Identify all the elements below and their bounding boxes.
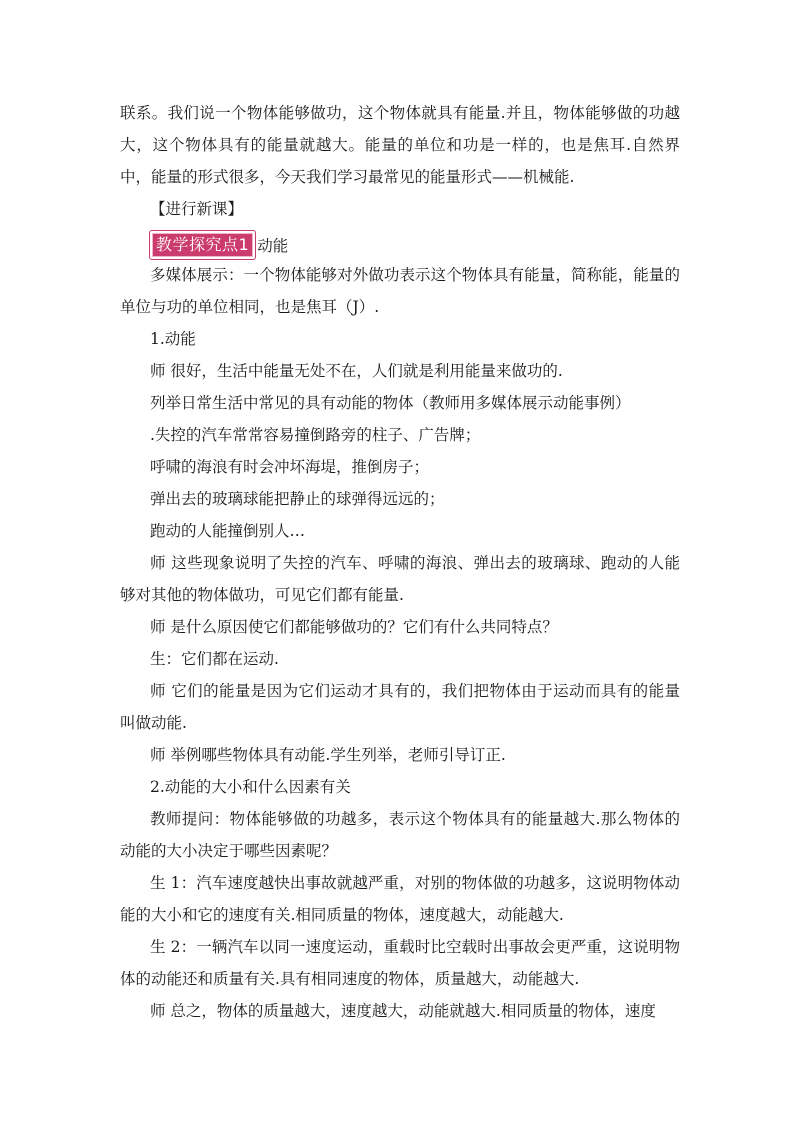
section-title: 动能	[257, 237, 289, 255]
section-badge: 教学探究点1	[150, 231, 255, 259]
paragraph: 弹出去的玻璃球能把静止的球弹得远远的；	[150, 490, 445, 508]
paragraph: 生：它们都在运动.	[150, 650, 279, 668]
paragraph: 生 2：一辆汽车以同一速度运动，重载时比空载时出事故会更严重，这说明物体的动能还和质量有关.具有相同速度的物体，质量越大，动能越大.	[120, 938, 680, 988]
paragraph: 教师提问：物体能够做的功越多，表示这个物体具有的能量越大.那么物体的动能的大小决定于哪些因素呢？	[120, 810, 680, 860]
paragraph: 师 这些现象说明了失控的汽车、呼啸的海浪、弹出去的玻璃球、跑动的人能够对其他的物体做功，可见它们都有能量.	[120, 554, 680, 604]
paragraph: 呼啸的海浪有时会冲坏海堤，推倒房子；	[150, 458, 430, 476]
paragraph: 师 它们的能量是因为它们运动才具有的，我们把物体由于运动而具有的能量叫做动能.	[120, 682, 680, 732]
paragraph: 1.动能	[150, 330, 196, 348]
paragraph: 列举日常生活中常见的具有动能的物体（教师用多媒体展示动能事例）	[150, 394, 631, 412]
paragraph: 师 总之，物体的质量越大，速度越大，动能就越大.相同质量的物体，速度	[150, 1002, 656, 1020]
paragraph-new-lesson: 【进行新课】	[150, 200, 244, 218]
section-heading	[120, 225, 680, 259]
document-content	[120, 97, 680, 1027]
paragraph: .失控的汽车常常容易撞倒路旁的柱子、广告牌；	[150, 426, 481, 444]
paragraph-intro: 联系。我们说一个物体能够做功，这个物体就具有能量.并且，物体能够做的功越大，这个物体具有的能量就越大。能量的单位和功是一样的，也是焦耳.自然界中，能量的形式很多，今天我们学习最常见的能量形式——机械能.	[120, 104, 680, 186]
paragraph: 师 很好，生活中能量无处不在，人们就是利用能量来做功的.	[150, 362, 563, 380]
paragraph: 师 举例哪些物体具有动能.学生列举，老师引导订正.	[150, 746, 506, 764]
paragraph: 生 1：汽车速度越快出事故就越严重，对别的物体做的功越多，这说明物体动能的大小和它的速度有关.相同质量的物体，速度越大，动能越大.	[120, 874, 680, 924]
paragraph: 跑动的人能撞倒别人…	[150, 522, 306, 540]
body-paragraphs	[120, 259, 680, 1027]
paragraph: 2.动能的大小和什么因素有关	[150, 778, 351, 796]
paragraph: 多媒体展示：一个物体能够对外做功表示这个物体具有能量，简称能，能量的单位与功的单位相同，也是焦耳（J）.	[120, 266, 680, 316]
paragraph: 师 是什么原因使它们都能够做功的？它们有什么共同特点？	[150, 618, 558, 636]
